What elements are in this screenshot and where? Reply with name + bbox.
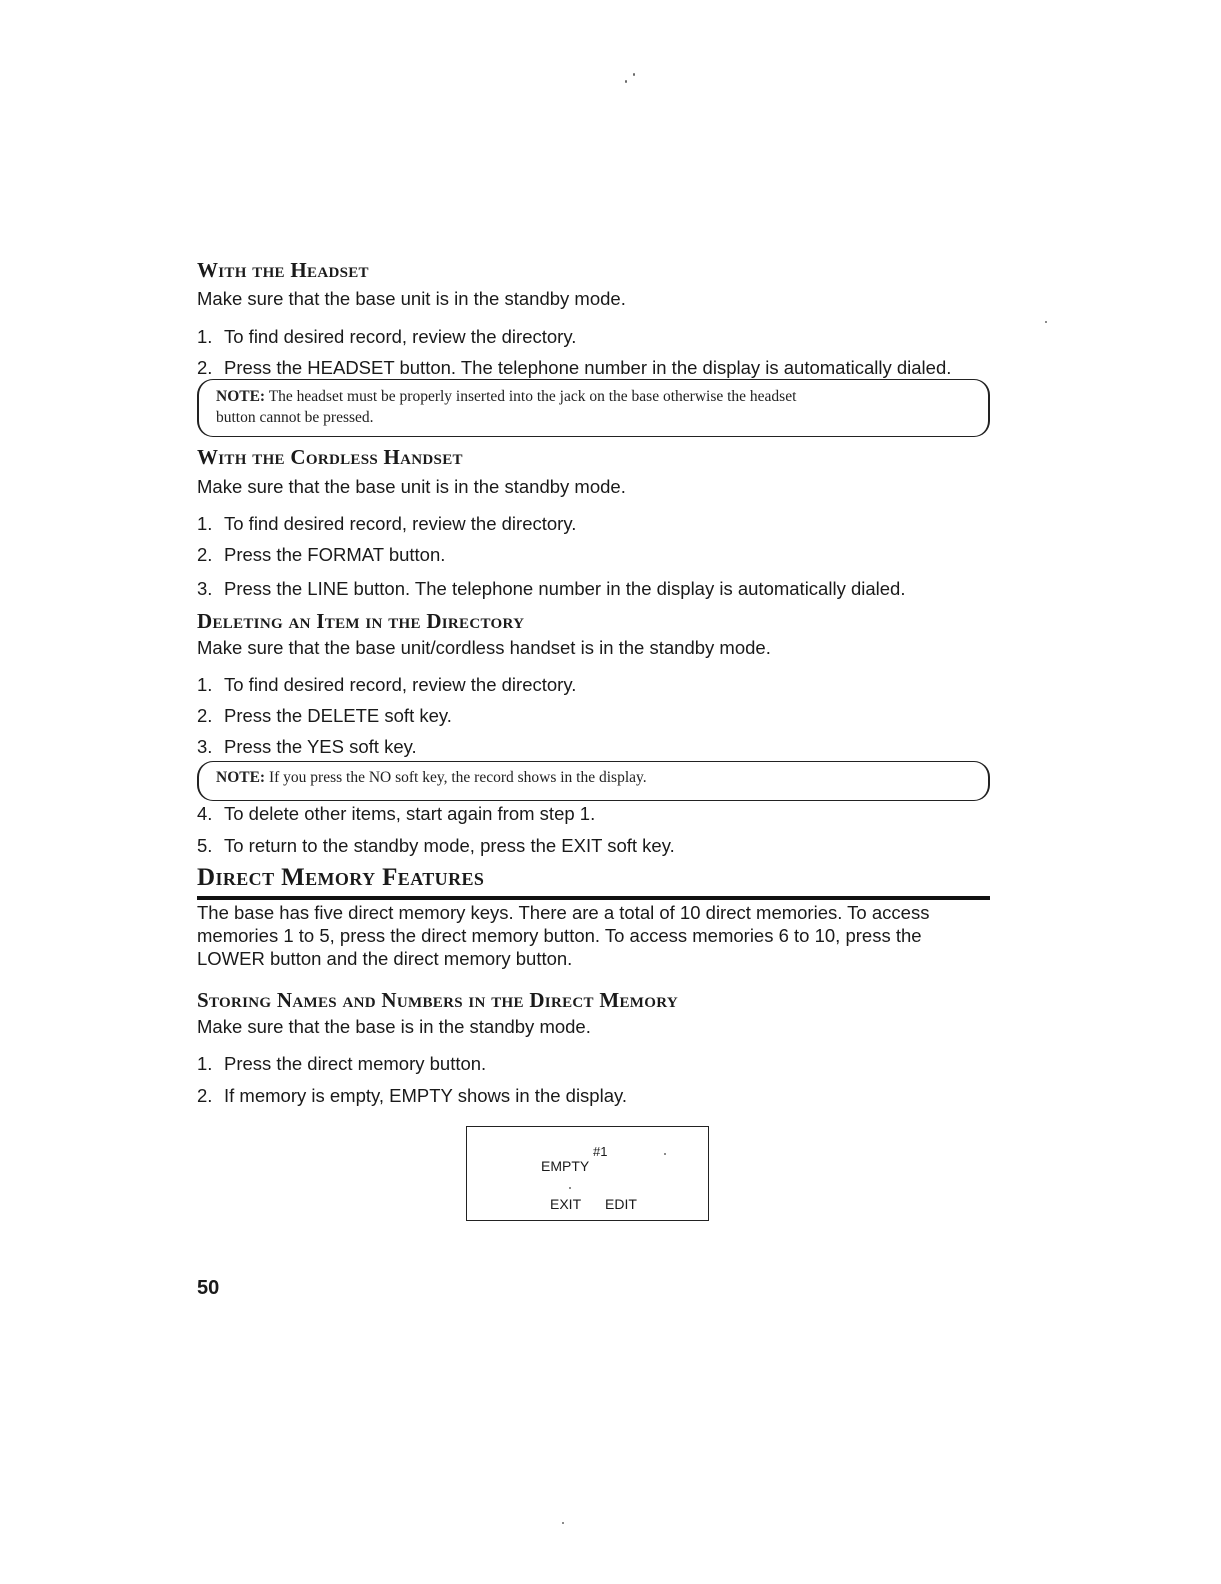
step-text: To find desired record, review the directory. <box>224 674 577 695</box>
step-text: To delete other items, start again from step 1. <box>224 803 596 824</box>
headset-heading: With the Headset <box>197 258 369 282</box>
headset-intro: Make sure that the base unit is in the standby mode. <box>197 288 626 309</box>
storing-intro: Make sure that the base is in the standby mode. <box>197 1016 591 1037</box>
step-text: To find desired record, review the directory. <box>224 326 577 347</box>
scan-speck <box>633 73 635 76</box>
scan-speck <box>569 1187 571 1189</box>
step-text: To return to the standby mode, press the EXIT soft key. <box>224 835 675 856</box>
step-text: Press the DELETE soft key. <box>224 705 452 726</box>
deleting-step-2 <box>197 705 452 727</box>
deleting-heading: Deleting an Item in the Directory <box>197 609 525 633</box>
step-number: 3. <box>197 736 213 757</box>
cordless-step-3 <box>197 578 905 600</box>
storing-step-2 <box>197 1085 627 1107</box>
direct-memory-para-line-3: LOWER button and the direct memory button. <box>197 948 573 969</box>
note-text: If you press the NO soft key, the record shows in the display. <box>268 769 647 786</box>
section-rule <box>197 896 990 900</box>
storing-heading: Storing Names and Numbers in the Direct Memory <box>197 988 678 1012</box>
deleting-step-1 <box>197 674 576 696</box>
deleting-intro: Make sure that the base unit/cordless handset is in the standby mode. <box>197 637 771 658</box>
step-text: To find desired record, review the directory. <box>224 513 577 534</box>
direct-memory-title: Direct Memory Features <box>197 864 485 891</box>
step-number: 5. <box>197 835 213 856</box>
headset-note <box>197 379 990 437</box>
step-text: Press the FORMAT button. <box>224 544 446 565</box>
deleting-note <box>197 761 990 801</box>
step-number: 2. <box>197 544 213 565</box>
note-text-line-1: The headset must be properly inserted into the jack on the base otherwise the headset <box>268 388 797 405</box>
lcd-softkey-edit: EDIT <box>605 1196 637 1212</box>
step-text: Press the HEADSET button. The telephone number in the display is automatically dialed. <box>224 357 952 378</box>
step-number: 1. <box>197 326 213 347</box>
step-number: 3. <box>197 578 213 599</box>
scan-speck <box>1045 321 1047 323</box>
lcd-memory-number: #1 <box>593 1144 608 1159</box>
cordless-heading: With the Cordless Handset <box>197 445 463 469</box>
step-text: Press the direct memory button. <box>224 1053 487 1074</box>
page-number: 50 <box>197 1277 220 1299</box>
step-text: Press the YES soft key. <box>224 736 417 757</box>
step-number: 1. <box>197 1053 213 1074</box>
scan-speck <box>664 1153 666 1155</box>
step-text: If memory is empty, EMPTY shows in the display. <box>224 1085 628 1106</box>
lcd-softkey-exit: EXIT <box>550 1196 582 1212</box>
step-number: 2. <box>197 1085 213 1106</box>
cordless-intro: Make sure that the base unit is in the standby mode. <box>197 476 626 497</box>
step-number: 2. <box>197 357 213 378</box>
headset-step-2 <box>197 357 951 379</box>
scan-speck <box>625 80 627 83</box>
lcd-display <box>466 1126 709 1221</box>
deleting-step-4 <box>197 803 595 825</box>
scan-speck <box>562 1522 564 1524</box>
direct-memory-para-line-2: memories 1 to 5, press the direct memory button. To access memories 6 to 10, press the <box>197 925 922 946</box>
step-number: 1. <box>197 674 213 695</box>
step-number: 4. <box>197 803 213 824</box>
direct-memory-para-line-1: The base has five direct memory keys. There are a total of 10 direct memories. To access <box>197 902 930 923</box>
note-label: NOTE: <box>216 769 266 786</box>
cordless-step-1 <box>197 513 576 535</box>
step-text: Press the LINE button. The telephone number in the display is automatically dialed. <box>224 578 906 599</box>
deleting-step-5 <box>197 835 675 857</box>
note-label: NOTE: <box>216 388 266 405</box>
lcd-status: EMPTY <box>541 1158 590 1174</box>
step-number: 2. <box>197 705 213 726</box>
deleting-step-3 <box>197 736 417 758</box>
step-number: 1. <box>197 513 213 534</box>
cordless-step-2 <box>197 544 445 566</box>
storing-step-1 <box>197 1053 486 1075</box>
headset-step-1 <box>197 326 576 348</box>
note-text-line-2: button cannot be pressed. <box>216 409 374 426</box>
